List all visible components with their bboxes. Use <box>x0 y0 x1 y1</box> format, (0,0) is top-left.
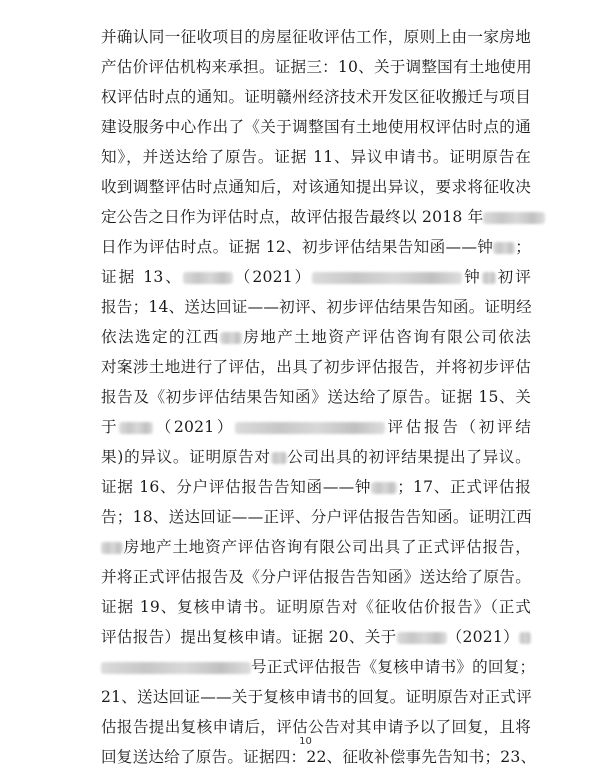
redaction-blur <box>220 332 242 344</box>
text-line <box>101 532 531 562</box>
text-line <box>101 502 531 532</box>
text-line <box>101 682 531 712</box>
text-segment: 估报告提出复核申请后，评估公告对其申请予以了回复，且将 <box>101 718 531 736</box>
redaction-blur <box>235 422 385 434</box>
redaction-blur <box>271 452 287 464</box>
text-line <box>101 142 531 172</box>
text-segment: （2021） <box>446 628 519 646</box>
redaction-blur <box>519 632 531 644</box>
text-line <box>101 442 531 472</box>
text-segment: 并将正式评估报告及《分户评估报告告知函》送达给了原告。 <box>101 568 531 586</box>
text-segment: 日作为评估时点。证据 12、初步评估结果告知函——钟 <box>101 238 494 256</box>
text-line <box>101 292 531 322</box>
text-line <box>101 472 531 502</box>
text-segment: （2021） <box>232 268 313 286</box>
text-line <box>101 112 531 142</box>
text-line <box>101 622 531 652</box>
text-segment: 依法选定的江西 <box>101 328 220 346</box>
text-segment: 钟 <box>462 268 482 286</box>
page-number: 10 <box>299 736 312 747</box>
text-line <box>101 352 531 382</box>
text-segment: 果)的异议。证明原告对 <box>101 448 271 466</box>
text-segment: 告；18、送达回证——正评、分户评估报告告知函。证明江西 <box>101 508 532 526</box>
redaction-blur <box>312 272 462 284</box>
text-segment: 证据 13、 <box>101 268 183 286</box>
text-segment: （2021） <box>153 418 236 436</box>
text-segment: 21、送达回证——关于复核申请书的回复。证明原告对正式评 <box>101 688 532 706</box>
text-segment: 建设服务中心作出了《关于调整国有土地使用权评估时点的通 <box>101 118 531 136</box>
text-line <box>101 382 531 412</box>
text-segment: 权评估时点的通知。证明赣州经济技术开发区征收搬迁与项目 <box>101 88 531 106</box>
text-line <box>101 562 531 592</box>
body-text <box>101 22 537 772</box>
text-segment: 知》，并送达给了原告。证据 11、异议申请书。证明原告在 <box>101 148 531 166</box>
text-line <box>101 52 531 82</box>
text-segment: 号正式评估报告《复核申请书》的回复； <box>251 658 536 676</box>
text-segment: 并确认同一征收项目的房屋征收评估工作，原则上由一家房地 <box>101 28 531 46</box>
text-segment: 报告及《初步评估结果告知函》送达给了原告。证据 15、关 <box>101 388 531 406</box>
text-segment: 评估报告（初评结 <box>385 418 532 436</box>
redaction-blur <box>101 662 251 674</box>
text-segment: 报告；14、送达回证——初评、初步评估结果告知函。证明经 <box>101 298 532 316</box>
redaction-blur <box>483 212 545 224</box>
redaction-blur <box>101 542 123 554</box>
text-line <box>101 652 536 682</box>
redaction-blur <box>397 632 447 644</box>
text-segment: 初评 <box>495 268 532 286</box>
text-line <box>101 322 531 352</box>
text-segment: 证据 19、复核申请书。证明原告对《征收估价报告》（正式 <box>101 598 531 616</box>
text-segment: 产估价评估机构来承担。证据三：10、关于调整国有土地使用 <box>101 58 532 76</box>
text-line <box>101 412 531 442</box>
redaction-blur <box>119 422 153 434</box>
text-segment: 对案涉土地进行了评估，出具了初步评估报告，并将初步评估 <box>101 358 531 376</box>
text-line <box>101 262 531 292</box>
text-line <box>101 202 531 232</box>
text-line <box>101 232 531 262</box>
text-segment: ； <box>515 238 531 256</box>
redaction-blur <box>183 272 233 284</box>
text-segment: 证据 16、分户评估报告告知函——钟 <box>101 478 372 496</box>
text-line <box>101 172 531 202</box>
text-segment: 收到调整评估时点通知后，对该通知提出异议，要求将征收决 <box>101 178 531 196</box>
redaction-blur <box>482 272 496 284</box>
text-segment: 评估报告）提出复核申请。证据 20、关于 <box>101 628 397 646</box>
text-segment: 于 <box>101 418 120 436</box>
text-line <box>101 592 531 622</box>
text-line <box>101 22 531 52</box>
text-segment: 定公告之日作为评估时点，故评估报告最终以 2018 年 <box>101 208 484 226</box>
text-segment: 回复送达给了原告。证据四：22、征收补偿事先告知书；23、 <box>101 748 537 766</box>
text-line <box>101 82 531 112</box>
text-segment: 公司出具的初评结果提出了异议。 <box>286 448 531 466</box>
text-segment: ；17、正式评估报 <box>397 478 531 496</box>
text-segment: 房地产土地资产评估咨询有限公司出具了正式评估报告， <box>123 538 531 556</box>
text-segment: 房地产土地资产评估咨询有限公司依法 <box>242 328 531 346</box>
redaction-blur <box>371 482 397 494</box>
redaction-blur <box>493 242 515 254</box>
